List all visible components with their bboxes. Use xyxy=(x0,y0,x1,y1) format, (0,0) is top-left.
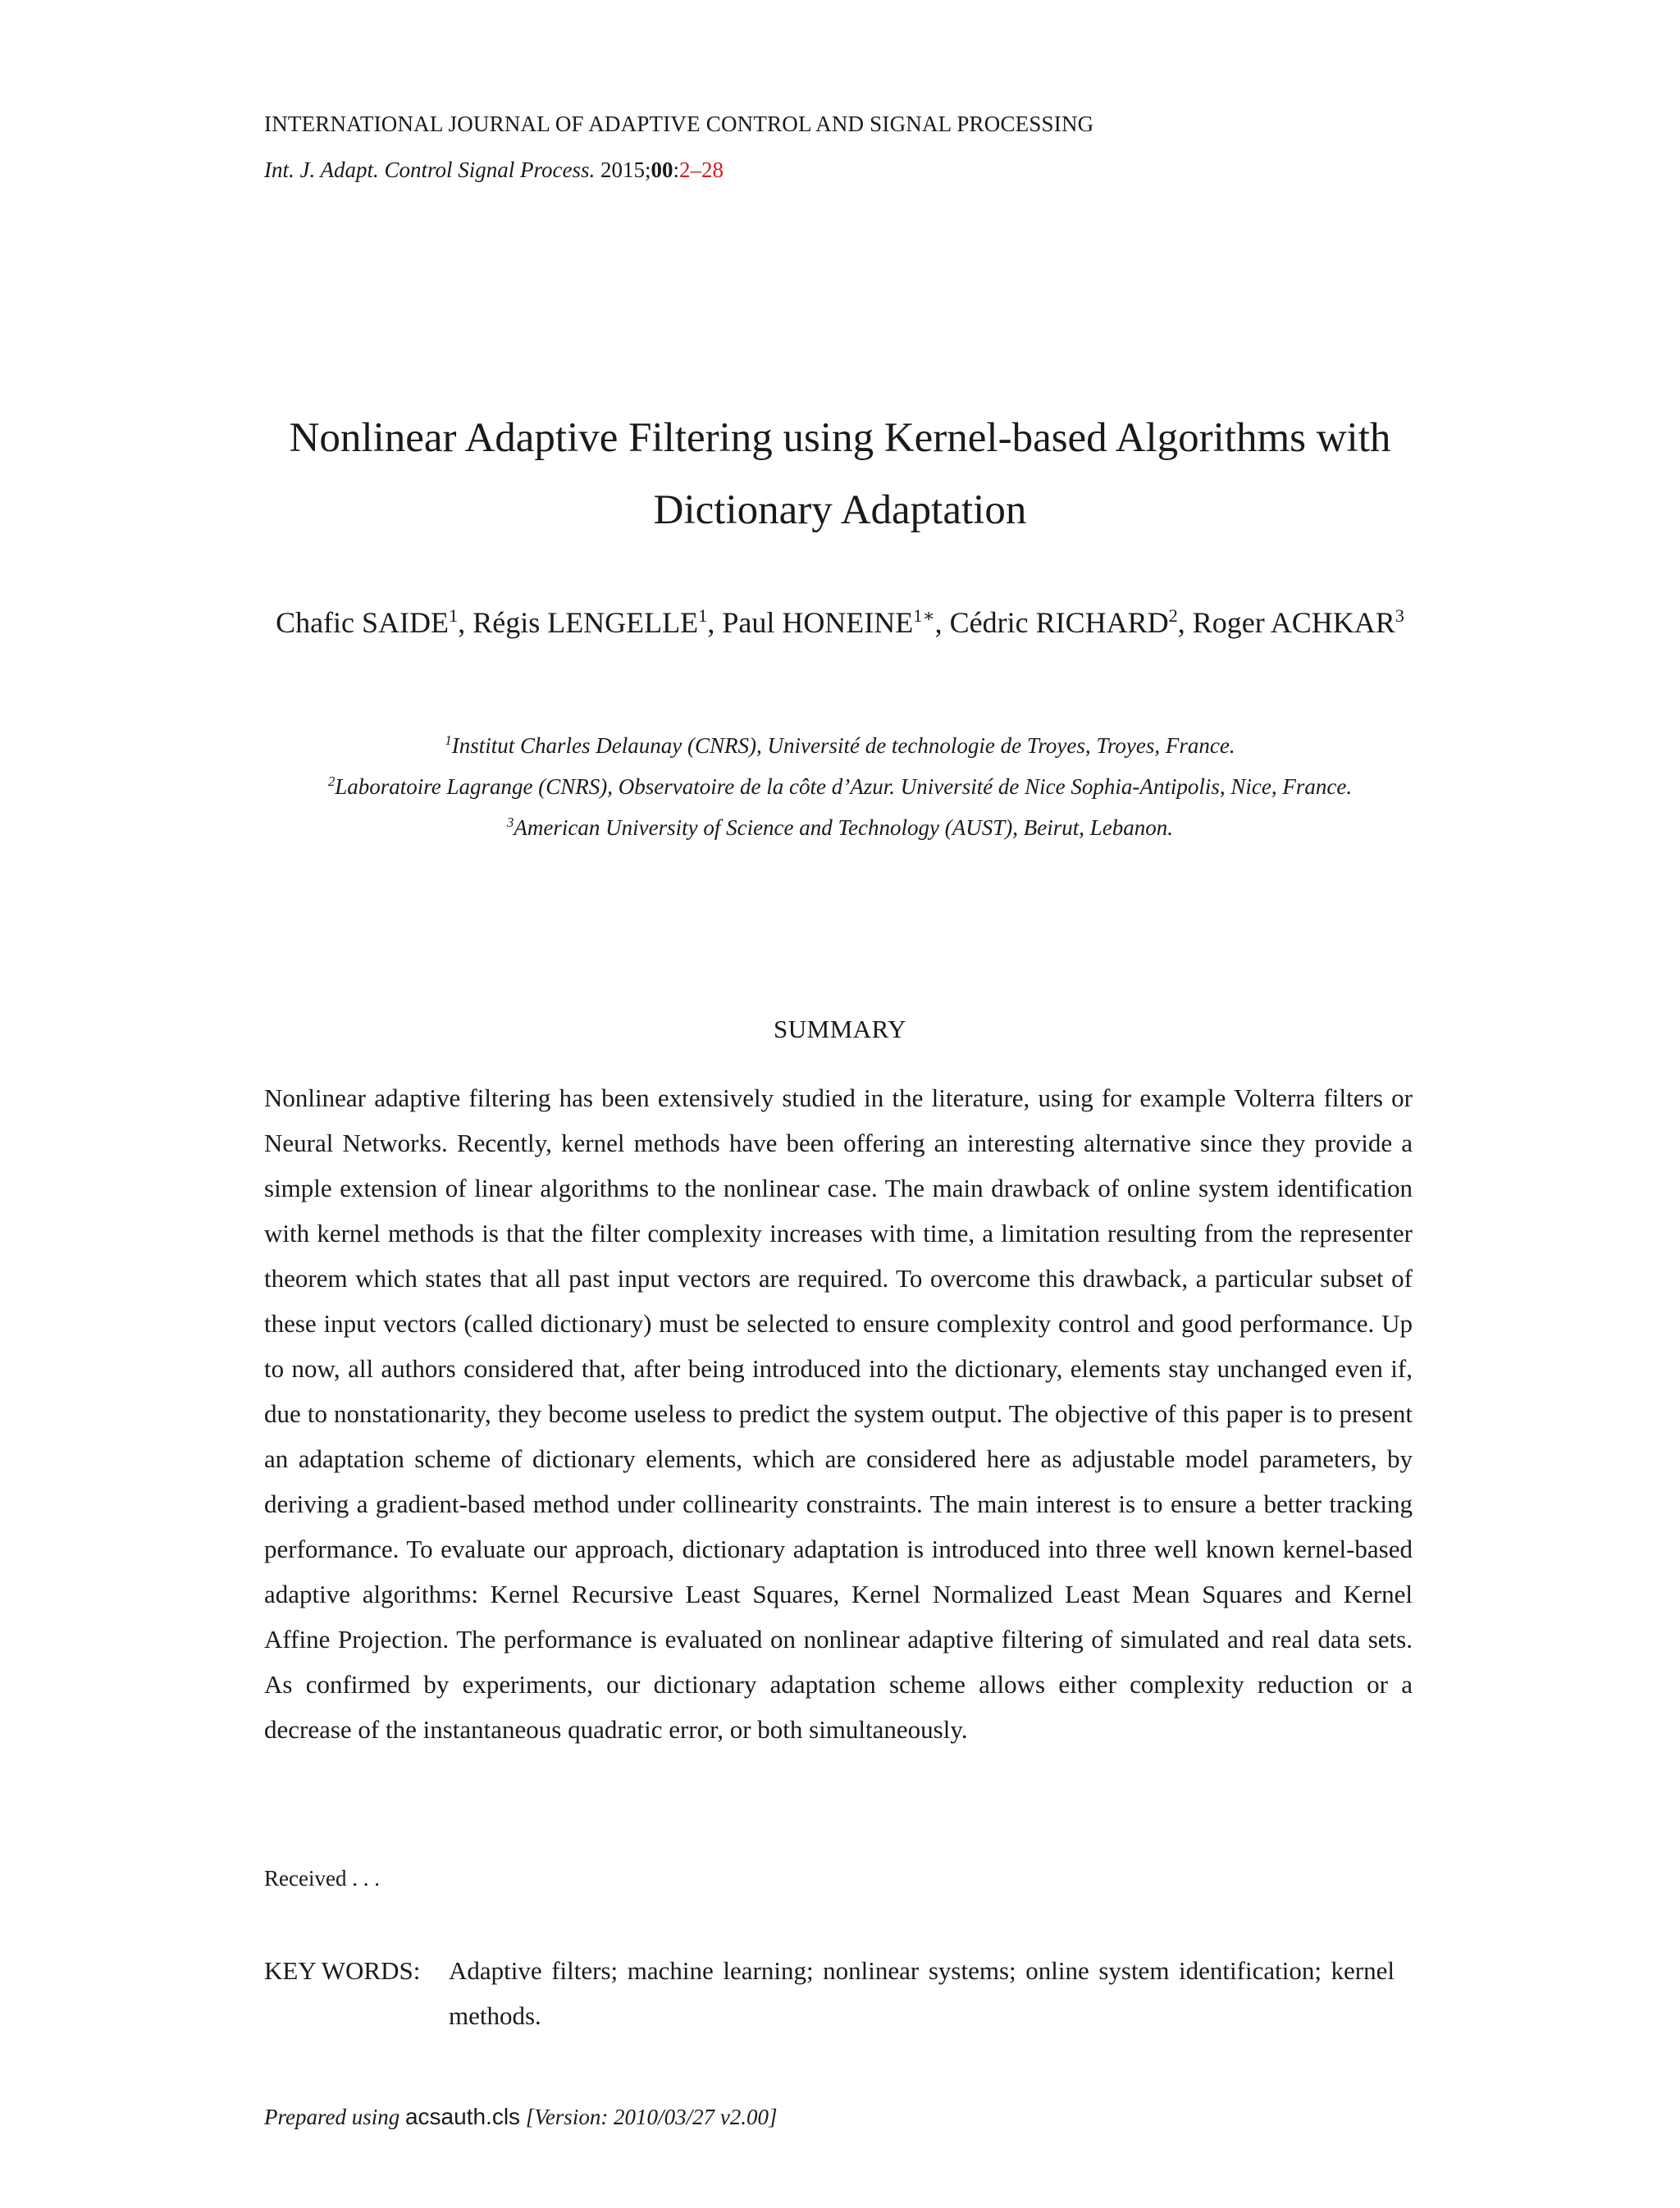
affiliation-mark: 2 xyxy=(327,773,336,789)
author-separator: , xyxy=(1177,606,1193,639)
citation-colon: : xyxy=(673,157,680,182)
footer-version: [Version: 2010/03/27 v2.00] xyxy=(525,2105,778,2129)
citation-volume: 00 xyxy=(651,157,673,182)
author xyxy=(1193,606,1404,639)
affiliation-mark: 1 xyxy=(445,732,452,748)
affiliation-text: Institut Charles Delaunay (CNRS), Université de technologie de Troyes, Troyes, France. xyxy=(451,733,1235,758)
author-name: Régis LENGELLE xyxy=(472,606,699,639)
page-end-link[interactable]: 28 xyxy=(701,157,724,182)
citation-journal: Int. J. Adapt. Control Signal Process. xyxy=(264,157,596,182)
author xyxy=(276,606,472,639)
page-range-dash: – xyxy=(690,157,702,182)
author xyxy=(472,606,722,639)
author-list xyxy=(246,595,1434,650)
abstract-text: Nonlinear adaptive filtering has been extensively studied in the literature, using for example Volterra filters or Neural Networks. Recently, kernel methods have been offering an interesting alternative since they provide a simple extension of linear algorithms to the nonlinear case. The main drawback of online system identification with kernel methods is that the filter complexity increases with time, a limitation resulting from the representer theorem which states that all past input vectors are required. To overcome this drawback, a particular subset of these input vectors (called dictionary) must be selected to ensure complexity control and good performance. Up to now, all authors considered that, after being introduced into the dictionary, elements stay unchanged even if, due to nonstationarity, they become useless to predict the system output. The objective of this paper is to present an adaptation scheme of dictionary elements, which are considered here as adjustable model parameters, by deriving a gradient-based method under collinearity constraints. The main interest is to ensure a better tracking performance. To evaluate our approach, dictionary adaptation is introduced into three well known kernel-based adaptive algorithms: Kernel Recursive Least Squares, Kernel Normalized Least Mean Squares and Kernel Affine Projection. The performance is evaluated on nonlinear adaptive filtering of simulated and real data sets. As confirmed by experiments, our dictionary adaptation scheme allows either complexity reduction or a decrease of the instantaneous quadratic error, or both simultaneously. xyxy=(264,1083,1413,1744)
affiliation-text: American University of Science and Technology (AUST), Beirut, Lebanon. xyxy=(514,815,1173,840)
footer-prefix: Prepared using xyxy=(264,2105,400,2129)
journal-name: INTERNATIONAL JOURNAL OF ADAPTIVE CONTROL AND SIGNAL PROCESSING xyxy=(264,112,1094,136)
author xyxy=(950,606,1193,639)
author-separator: , xyxy=(707,606,723,639)
page-start-link[interactable]: 2 xyxy=(679,157,691,182)
footer-class-file: acsauth.cls xyxy=(404,2104,521,2129)
author-name: Roger ACHKAR xyxy=(1192,606,1395,639)
affiliation-2 xyxy=(164,774,1516,800)
author-name: Chafic SAIDE xyxy=(276,606,450,639)
author-affiliation-mark: 1∗ xyxy=(913,605,935,626)
received-line: Received . . . xyxy=(264,1866,380,1891)
keywords-label: KEY WORDS: xyxy=(264,1956,421,1985)
affiliation-3 xyxy=(164,815,1516,841)
author-name: Cédric RICHARD xyxy=(949,606,1169,639)
author-affiliation-mark: 1 xyxy=(449,605,459,626)
affiliation-mark: 3 xyxy=(507,814,514,830)
author-affiliation-mark: 1 xyxy=(698,605,708,626)
summary-heading: SUMMARY xyxy=(774,1015,906,1043)
paper-title: Nonlinear Adaptive Filtering using Kernel-based Algorithms with Dictionary Adaptation xyxy=(289,415,1391,533)
affiliation-1 xyxy=(164,733,1516,759)
keywords-text: Adaptive filters; machine learning; nonlinear systems; online system identification; kernel methods. xyxy=(449,1956,1395,2030)
author-affiliation-mark: 3 xyxy=(1395,605,1404,626)
author-separator: , xyxy=(458,606,473,639)
author xyxy=(722,606,949,639)
author-separator: , xyxy=(934,606,950,639)
footer-prepared-using xyxy=(264,2104,778,2130)
author-name: Paul HONEINE xyxy=(722,606,914,639)
citation-line xyxy=(264,157,724,183)
affiliation-text: Laboratoire Lagrange (CNRS), Observatoire de la côte d’Azur. Université de Nice Sophia-Antipolis, Nice, France. xyxy=(335,774,1353,799)
citation-year: 2015; xyxy=(600,157,651,182)
author-affiliation-mark: 2 xyxy=(1168,605,1178,626)
